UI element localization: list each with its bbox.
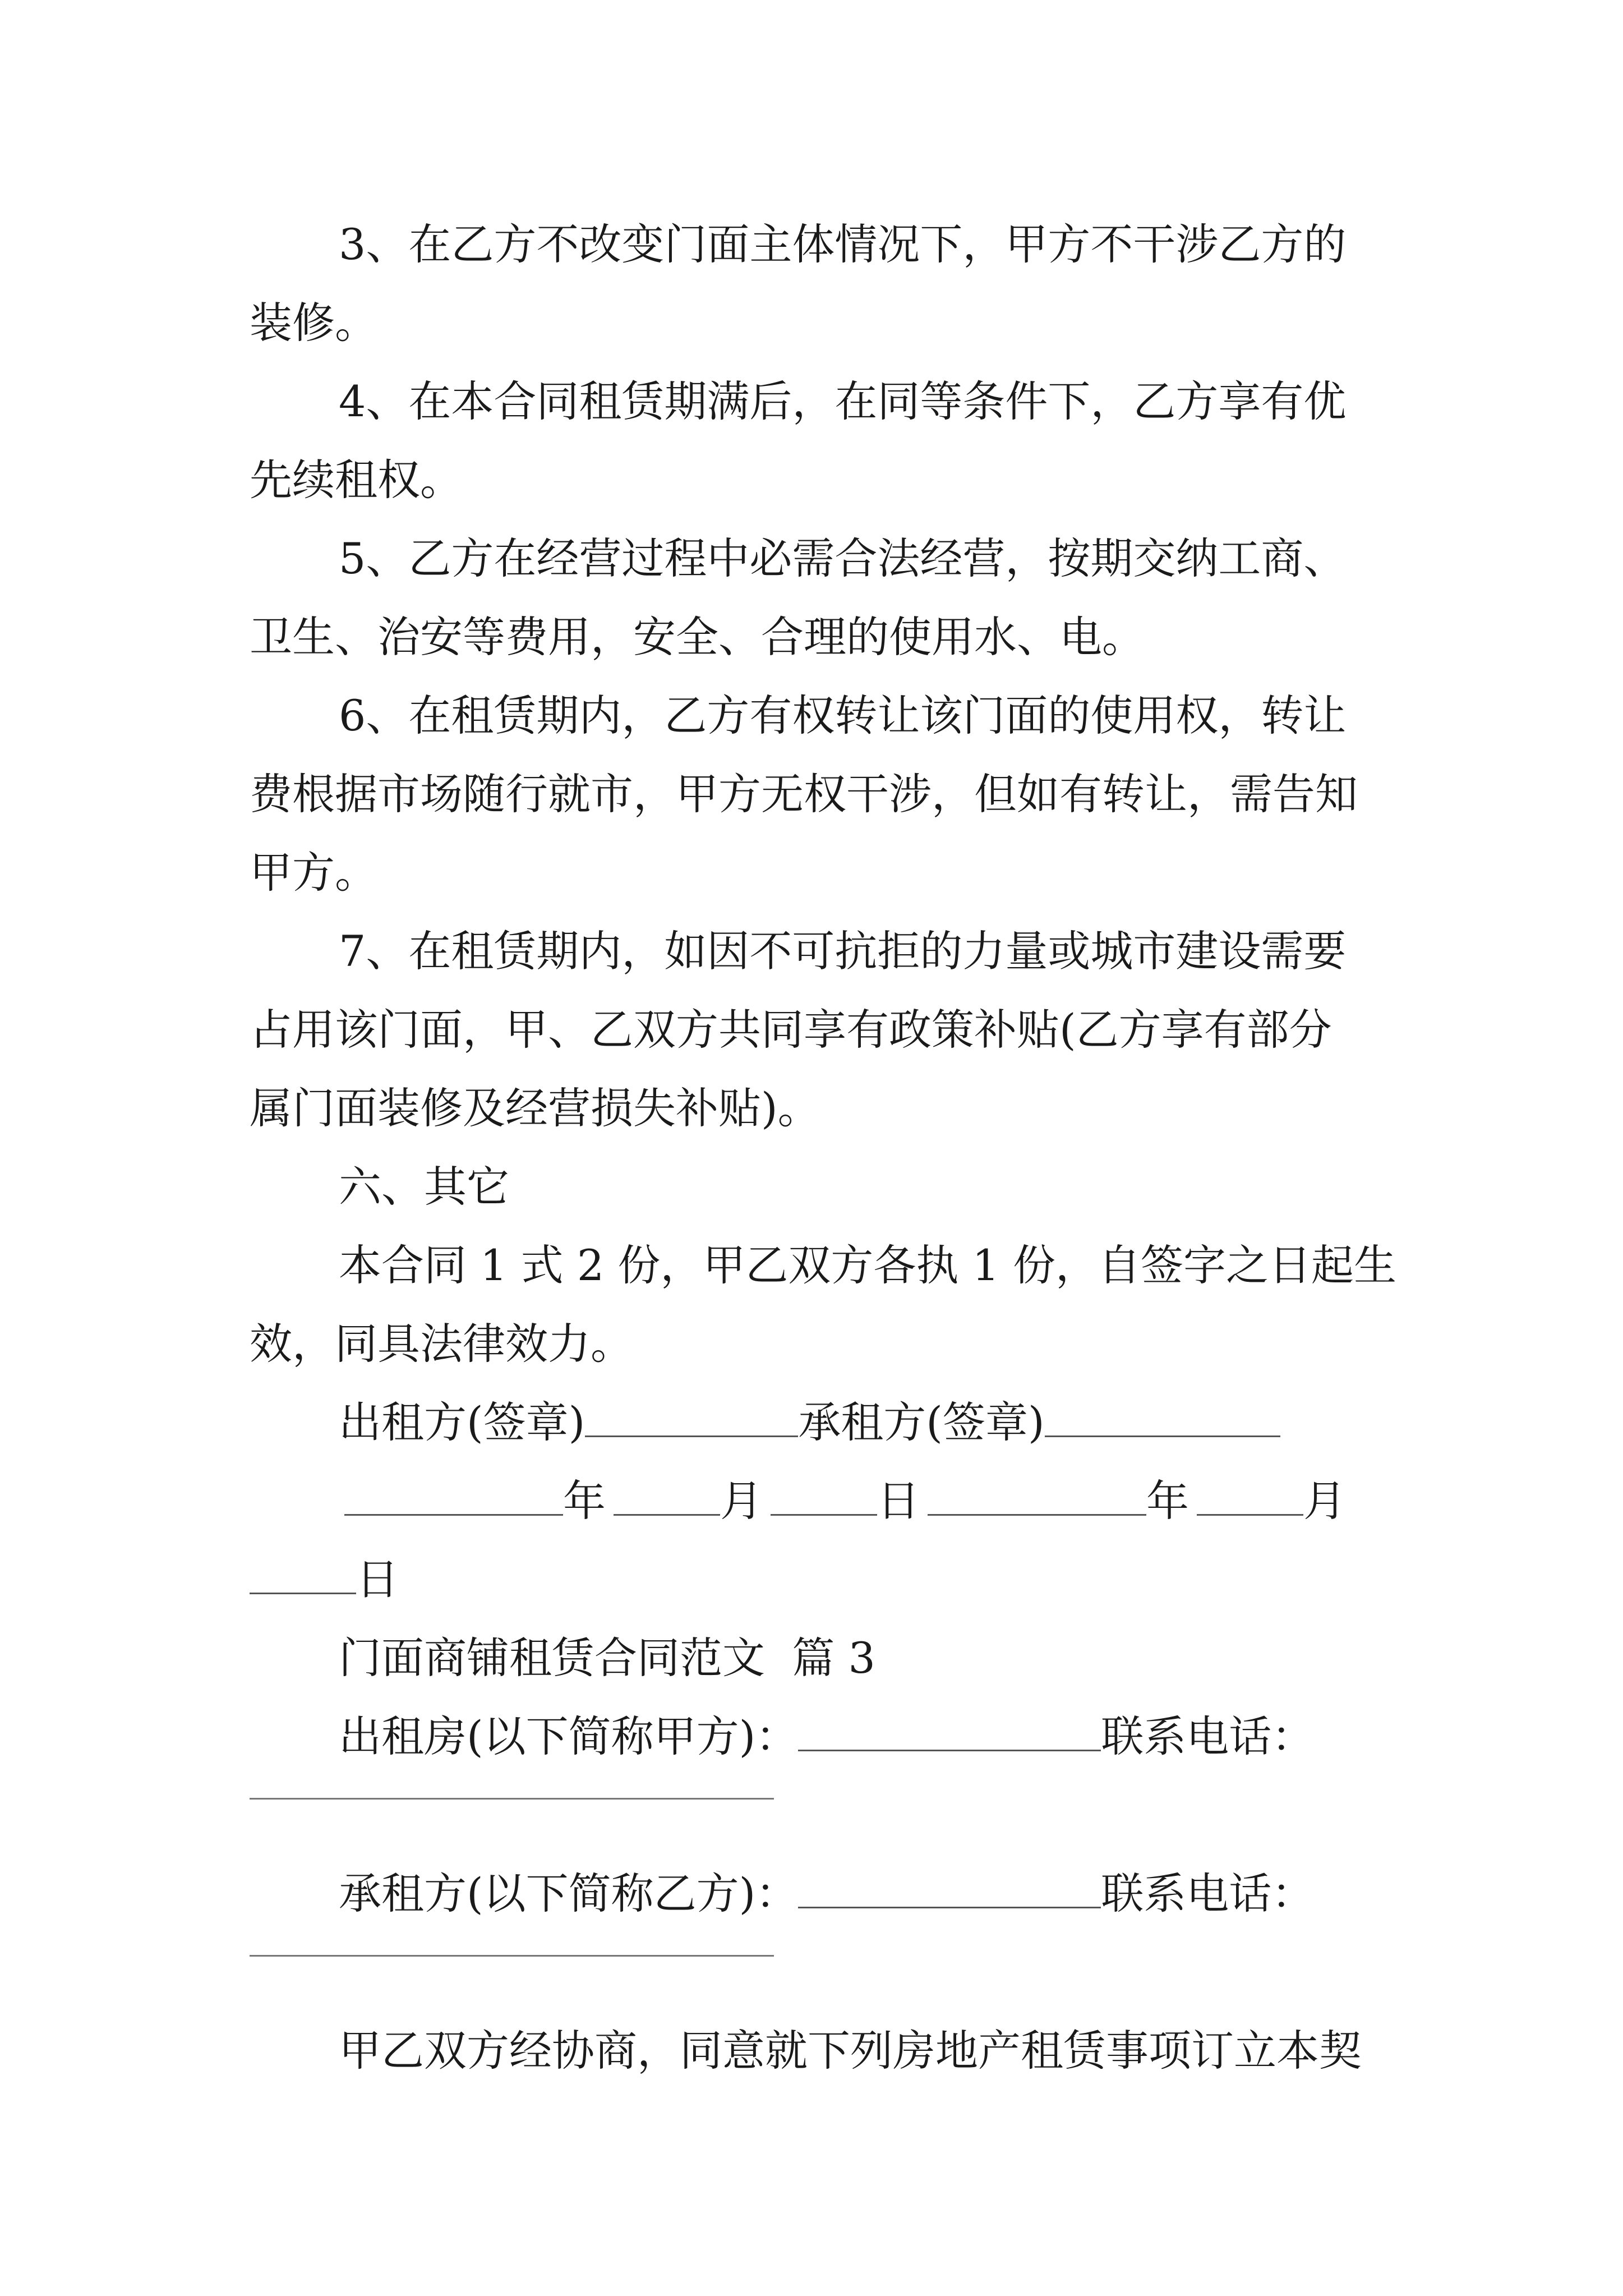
item-3-line-1: 3、在乙方不改变门面主体情况下，甲方不干涉乙方的 xyxy=(339,219,1347,269)
lessor-month-label: 月 xyxy=(720,1476,763,1526)
lessee-year-blank[interactable] xyxy=(928,1503,1146,1516)
lessee-name-label: 承租方(以下简称乙方)： xyxy=(339,1869,799,1918)
lessee-day-label: 日 xyxy=(356,1554,399,1604)
lessor-year-blank[interactable] xyxy=(344,1503,563,1516)
lessor-sign-label: 出租方(签章) xyxy=(339,1397,585,1447)
item-6-line-2: 费根据市场随行就市，甲方无权干涉，但如有转让，需告知 xyxy=(250,769,1358,819)
section-6-heading: 六、其它 xyxy=(339,1162,509,1212)
item-4-line-1: 4、在本合同租赁期满后，在同等条件下，乙方享有优 xyxy=(339,376,1347,426)
section-6-line-1: 本合同 1 式 2 份，甲乙双方各执 1 份，自签字之日起生 xyxy=(339,1240,1397,1290)
contract-3-intro: 甲乙双方经协商，同意就下列房地产租赁事项订立本契 xyxy=(339,2026,1362,2076)
item-6-line-1: 6、在租赁期内，乙方有权转让该门面的使用权，转让 xyxy=(339,691,1347,740)
date-row-continued xyxy=(250,1541,399,1618)
lessor-name-label: 出租房(以下简称甲方)： xyxy=(339,1711,799,1761)
lessee-sign-blank[interactable] xyxy=(1045,1424,1280,1437)
lessor-sign-blank[interactable] xyxy=(585,1424,798,1437)
lessee-day-blank[interactable] xyxy=(250,1581,356,1594)
item-7-line-2: 占用该门面，甲、乙双方共同享有政策补贴(乙方享有部分 xyxy=(250,1005,1332,1055)
lessee-phone-blank[interactable] xyxy=(250,1955,774,1957)
lessor-day-blank[interactable] xyxy=(771,1503,877,1516)
lessee-year-label: 年 xyxy=(1146,1476,1189,1526)
date-row xyxy=(344,1462,1346,1539)
lessee-month-blank[interactable] xyxy=(1197,1503,1303,1516)
item-3-line-2: 装修。 xyxy=(250,298,377,348)
item-4-line-2: 先续租权。 xyxy=(250,455,463,505)
item-6-line-3: 甲方。 xyxy=(250,848,377,898)
lessee-phone-label: 联系电话： xyxy=(1101,1869,1315,1918)
lessee-name-blank[interactable] xyxy=(798,1895,1101,1908)
lessor-day-label: 日 xyxy=(877,1476,920,1526)
lessee-contact-row xyxy=(339,1855,1314,1932)
item-5-line-1: 5、乙方在经营过程中必需合法经营，按期交纳工商、 xyxy=(339,533,1347,583)
lessor-name-blank[interactable] xyxy=(798,1738,1101,1751)
lessee-month-label: 月 xyxy=(1303,1476,1346,1526)
lessor-month-blank[interactable] xyxy=(614,1503,720,1516)
item-5-line-2: 卫生、治安等费用，安全、合理的使用水、电。 xyxy=(250,612,1145,662)
lessor-phone-label: 联系电话： xyxy=(1101,1711,1315,1761)
contract-3-title: 门面商铺租赁合同范文 篇 3 xyxy=(339,1633,875,1683)
lessor-year-label: 年 xyxy=(563,1476,606,1526)
lessor-phone-blank[interactable] xyxy=(250,1798,774,1800)
lessee-sign-label: 承租方(签章) xyxy=(798,1397,1045,1447)
item-7-line-1: 7、在租赁期内，如因不可抗拒的力量或城市建设需要 xyxy=(339,926,1347,976)
item-7-line-3: 属门面装修及经营损失补贴)。 xyxy=(250,1083,820,1133)
signature-row xyxy=(339,1384,1280,1461)
lessor-contact-row xyxy=(339,1698,1314,1775)
section-6-line-2: 效，同具法律效力。 xyxy=(250,1319,633,1369)
